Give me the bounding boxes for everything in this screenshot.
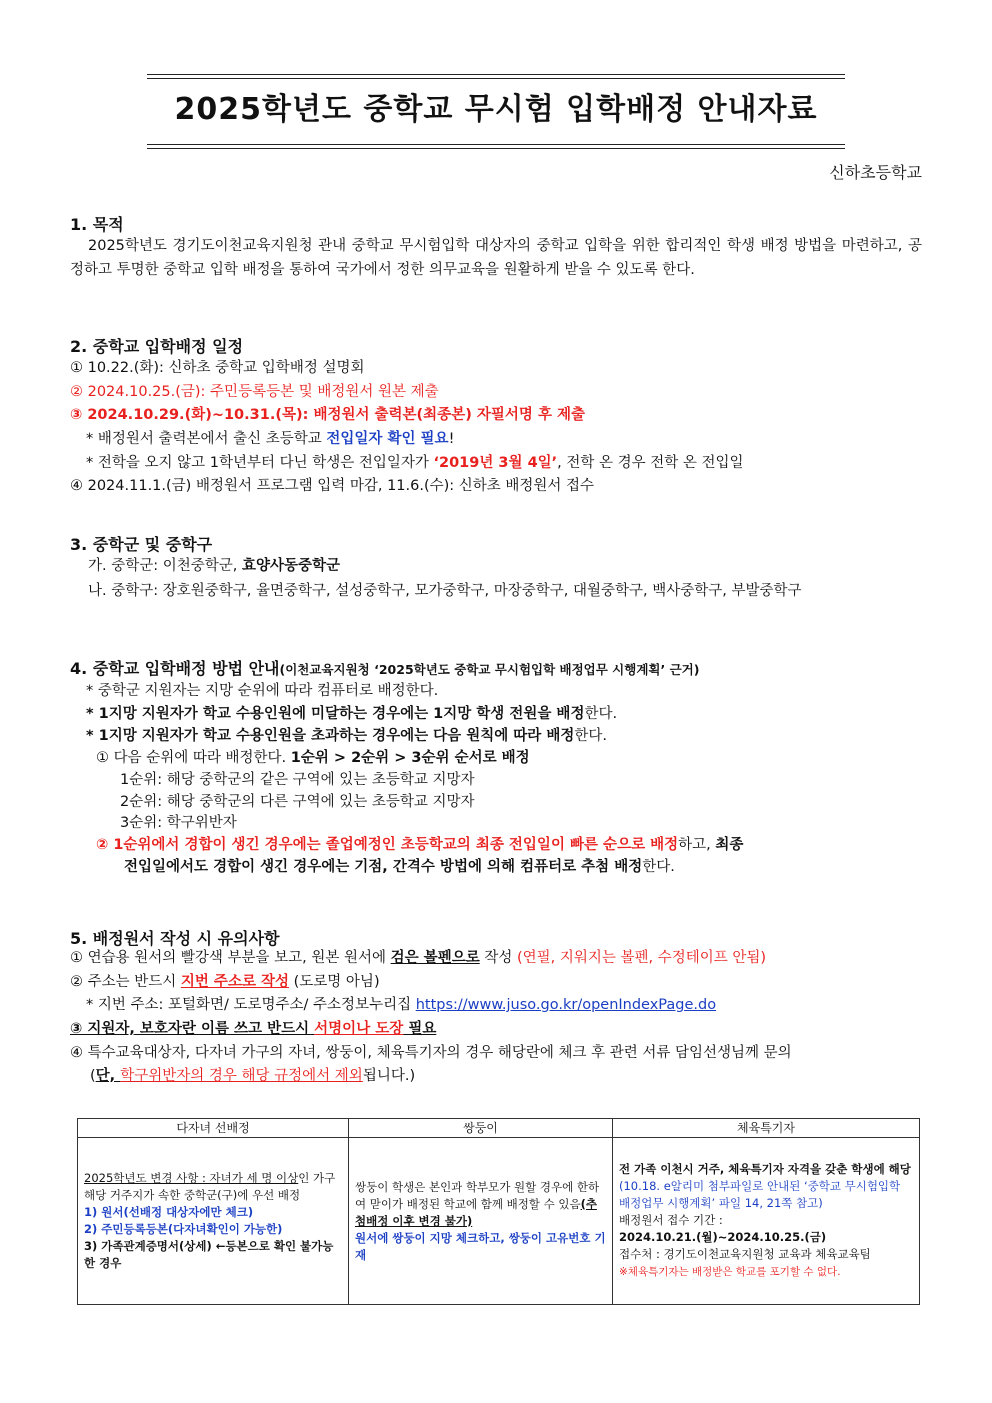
- section-3-heading: 3. 중학군 및 중학구: [70, 535, 213, 554]
- note-3: ③ 지원자, 보호자란 이름 쓰고 반드시 서명이나 도장 필요: [70, 1021, 437, 1037]
- schedule-item-3: ③ 2024.10.29.(화)~10.31.(목): 배정원서 출력본(최종본) 자필서명 후 제출: [70, 407, 586, 423]
- middle-school-groups: 가. 중학군: 이천중학군, 효양사동중학군: [88, 558, 341, 574]
- section-2-heading: 2. 중학교 입학배정 일정: [70, 337, 244, 356]
- title-top-rule-2: [147, 78, 845, 79]
- rank-2: 2순위: 해당 중학군의 다른 구역에 있는 초등학교 지망자: [120, 794, 475, 810]
- method-bullet-3: * 1지망 지원자가 학교 수용인원을 초과하는 경우에는 다음 원칙에 따라 배정한다.: [86, 728, 607, 744]
- method-rule-2: ② 1순위에서 경합이 생긴 경우에는 졸업예정인 초등학교의 최종 전입일이 빠른 순으로 배정하고, 최종: [96, 837, 744, 853]
- rank-1: 1순위: 해당 중학군의 같은 구역에 있는 초등학교 지망자: [120, 772, 475, 788]
- middle-school-districts: 나. 중학구: 장호원중학구, 율면중학구, 설성중학구, 모가중학구, 마장중학구, 대월중학구, 백사중학구, 부발중학구: [88, 583, 802, 599]
- method-rule-1: ① 다음 순위에 따라 배정한다. 1순위 > 2순위 > 3순위 순서로 배정: [96, 750, 530, 766]
- header-twins: 쌍둥이: [349, 1119, 613, 1138]
- cell-athlete: 전 가족 이천시 거주, 체육특기자 자격을 갖춘 학생에 해당(10.18. e알리미 첨부파일로 안내된 ‘중학교 무시험입학 배정업무 시행계획’ 파일 14, 21쪽 참고) 배정원서 접수 기간 : 2024.10.21.(월)~2024.10.25.(금) 접수처 : 경기도이천교육지원청 교육과 체육교육팀 ※체육특기자는 배정받은 학교를 포기할 수 없다.: [613, 1138, 920, 1305]
- title-bottom-rule: [147, 144, 845, 145]
- header-athlete: 체육특기자: [613, 1119, 920, 1138]
- schedule-note-2: * 전학을 오지 않고 1학년부터 다닌 학생은 전입일자가 ‘2019년 3월 4일’, 전학 온 경우 전학 온 전입일: [86, 455, 744, 471]
- school-name: 신하초등학교: [829, 163, 922, 182]
- note-2-detail: * 지번 주소: 포털화면/ 도로명주소/ 주소정보누리집 https://www.juso.go.kr/openIndexPage.do: [86, 997, 717, 1013]
- schedule-item-1: ① 10.22.(화): 신하초 중학교 입학배정 설명회: [70, 360, 365, 376]
- title-bottom-rule-2: [147, 148, 845, 149]
- section-1-body: 2025학년도 경기도이천교육지원청 관내 중학교 무시험입학 대상자의 중학교 입학을 위한 합리적인 학생 배정 방법을 마련하고, 공정하고 투명한 중학교 입학 배정을 통하여 국가에서 정한 의무교육을 원활하게 받을 수 있도록 한다.: [70, 238, 922, 278]
- rank-3: 3순위: 학구위반자: [120, 815, 237, 831]
- schedule-item-4: ④ 2024.11.1.(금) 배정원서 프로그램 입력 마감, 11.6.(수): 신하초 배정원서 접수: [70, 478, 595, 494]
- method-bullet-1: * 중학군 지원자는 지망 순위에 따라 컴퓨터로 배정한다.: [86, 683, 439, 699]
- special-assignment-table: [77, 1118, 920, 1305]
- note-4-exception: (단, 학구위반자의 경우 해당 규정에서 제외됩니다.): [90, 1068, 416, 1084]
- juso-link[interactable]: https://www.juso.go.kr/openIndexPage.do: [415, 997, 717, 1013]
- section-1-heading: 1. 목적: [70, 215, 124, 234]
- method-bullet-2: * 1지망 지원자가 학교 수용인원에 미달하는 경우에는 1지망 학생 전원을 배정한다.: [86, 706, 618, 722]
- schedule-note-1: * 배정원서 출력본에서 출신 초등학교 전입일자 확인 필요!: [86, 431, 455, 447]
- note-4: ④ 특수교육대상자, 다자녀 가구의 자녀, 쌍둥이, 체육특기자의 경우 해당란에 체크 후 관련 서류 담임선생님께 문의: [70, 1045, 792, 1061]
- title-top-rule: [147, 74, 845, 75]
- schedule-item-2: ② 2024.10.25.(금): 주민등록등본 및 배정원서 원본 제출: [70, 384, 439, 400]
- note-1: ① 연습용 원서의 빨강색 부분을 보고, 원본 원서에 검은 볼펜으로 작성 (연필, 지워지는 볼펜, 수정테이프 안됨): [70, 950, 767, 966]
- cell-twins: 쌍둥이 학생은 본인과 학부모가 원할 경우에 한하여 맏이가 배정된 학교에 함께 배정할 수 있음(추첨배정 이후 변경 불가) 원서에 쌍둥이 지망 체크하고, 쌍둥이 고유번호 기재: [349, 1138, 613, 1305]
- document-title: 2025학년도 중학교 무시험 입학배정 안내자료: [174, 92, 818, 127]
- header-multi-child: 다자녀 선배정: [78, 1119, 349, 1138]
- cell-multi-child: 2025학년도 변경 사항 : 자녀가 세 명 이상인 가구 해당 거주지가 속한 중학군(구)에 우선 배정 1) 원서(선배정 대상자에만 체크) 2) 주민등록등본(다자녀확인이 가능한) 3) 가족관계증명서(상세) ←등본으로 확인 불가능한 경우: [78, 1138, 349, 1305]
- method-rule-2-cont: 전입일에서도 경합이 생긴 경우에는 기점, 간격수 방법에 의해 컴퓨터로 추첨 배정한다.: [124, 859, 675, 875]
- section-5-heading: 5. 배정원서 작성 시 유의사항: [70, 929, 280, 948]
- note-2: ② 주소는 반드시 지번 주소로 작성 (도로명 아님): [70, 974, 380, 990]
- section-4-heading: 4. 중학교 입학배정 방법 안내(이천교육지원청 ‘2025학년도 중학교 무시험입학 배정업무 시행계획’ 근거): [70, 659, 700, 678]
